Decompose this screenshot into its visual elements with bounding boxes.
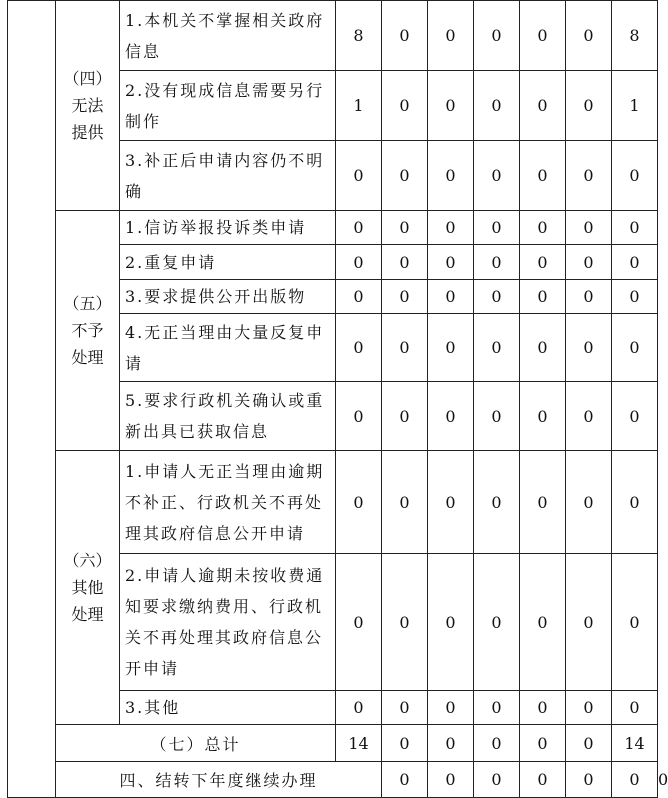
- value-cell: 0: [566, 314, 612, 382]
- value-cell: 0: [382, 451, 428, 554]
- value-cell: 0: [382, 211, 428, 245]
- row-label: 3.补正后申请内容仍不明确: [120, 141, 336, 211]
- row-label: 5.要求行政机关确认或重新出具已获取信息: [120, 382, 336, 451]
- value-cell: 0: [474, 211, 520, 245]
- value-cell: 0: [428, 245, 474, 280]
- value-cell: 0: [566, 71, 612, 141]
- value-cell: 0: [566, 451, 612, 554]
- value-cell: 0: [428, 762, 474, 798]
- row-label: 1.本机关不掌握相关政府信息: [120, 1, 336, 71]
- value-cell: 1: [336, 71, 382, 141]
- value-cell: 0: [612, 211, 658, 245]
- value-cell: 0: [566, 280, 612, 314]
- value-cell: 0: [382, 691, 428, 725]
- category-label: 处理: [71, 348, 104, 367]
- value-cell: 0: [474, 141, 520, 211]
- value-cell: 0: [428, 71, 474, 141]
- value-cell: 0: [336, 691, 382, 725]
- value-cell: 0: [520, 314, 566, 382]
- value-cell: 0: [612, 314, 658, 382]
- category-label: （六）: [63, 551, 112, 570]
- value-cell: 0: [474, 554, 520, 691]
- value-cell: 0: [612, 762, 658, 798]
- value-cell: 0: [336, 554, 382, 691]
- outer-blank-cell: [8, 1, 56, 798]
- value-cell: 0: [474, 762, 520, 798]
- value-cell: 0: [428, 280, 474, 314]
- value-cell: 0: [566, 554, 612, 691]
- value-cell: 0: [520, 141, 566, 211]
- total-row: [8, 725, 658, 762]
- value-cell: 0: [520, 382, 566, 451]
- value-cell: 8: [336, 1, 382, 71]
- value-cell: 0: [336, 451, 382, 554]
- value-cell: 0: [428, 451, 474, 554]
- value-cell: 0: [520, 211, 566, 245]
- value-cell: 0: [612, 554, 658, 691]
- value-cell: 0: [520, 554, 566, 691]
- value-cell: 0: [428, 1, 474, 71]
- value-cell: 0: [520, 71, 566, 141]
- value-cell: 0: [566, 141, 612, 211]
- value-cell: 0: [428, 554, 474, 691]
- value-cell: 0: [336, 382, 382, 451]
- value-cell: 0: [382, 280, 428, 314]
- value-cell: 0: [520, 762, 566, 798]
- value-cell: 0: [566, 691, 612, 725]
- value-cell: 0: [474, 280, 520, 314]
- value-cell: 0: [382, 762, 428, 798]
- category-cell: [56, 211, 120, 451]
- value-cell: 0: [612, 691, 658, 725]
- value-cell: 0: [520, 725, 566, 762]
- value-cell: 1: [612, 71, 658, 141]
- value-cell: 14: [336, 725, 382, 762]
- value-cell: 0: [336, 314, 382, 382]
- carryover-row: 四、结转下年度继续办理 0 0 0 0 0 0 0: [8, 762, 658, 798]
- value-cell: 8: [612, 1, 658, 71]
- value-cell: 14: [612, 725, 658, 762]
- value-cell: 0: [336, 245, 382, 280]
- value-cell: 0: [474, 451, 520, 554]
- value-cell: 0: [612, 451, 658, 554]
- row-label: 3.要求提供公开出版物: [120, 280, 336, 314]
- category-label: （四）: [63, 69, 112, 88]
- value-cell: 0: [566, 382, 612, 451]
- value-cell: 0: [612, 141, 658, 211]
- value-cell: 0: [428, 691, 474, 725]
- value-cell: 0: [382, 554, 428, 691]
- value-cell: 0: [566, 245, 612, 280]
- row-label: 2.没有现成信息需要另行制作: [120, 71, 336, 141]
- value-cell: 0: [474, 725, 520, 762]
- value-cell: 0: [566, 211, 612, 245]
- row-label: 2.申请人逾期未按收费通知要求缴纳费用、行政机关不再处理其政府信息公开申请: [120, 554, 336, 691]
- category-label: 其他: [71, 578, 104, 597]
- value-cell: 0: [474, 1, 520, 71]
- value-cell: 0: [612, 245, 658, 280]
- category-label: 提供: [71, 123, 104, 142]
- value-cell: 0: [520, 691, 566, 725]
- value-cell: 0: [382, 382, 428, 451]
- value-cell: 0: [474, 245, 520, 280]
- value-cell: 0: [474, 382, 520, 451]
- value-cell: 0: [336, 280, 382, 314]
- statistics-table: [7, 0, 668, 798]
- carryover-label: 四、结转下年度继续办理: [56, 762, 382, 798]
- value-cell: 0: [382, 1, 428, 71]
- total-label: （七）总计: [56, 725, 336, 762]
- value-cell: 0: [520, 1, 566, 71]
- row-label: 2.重复申请: [120, 245, 336, 280]
- table-row: [8, 451, 658, 554]
- value-cell: 0: [520, 245, 566, 280]
- category-label: （五）: [63, 294, 112, 313]
- row-label: 1.信访举报投诉类申请: [120, 211, 336, 245]
- value-cell: 0: [336, 141, 382, 211]
- value-cell: 0: [428, 141, 474, 211]
- category-cell: [56, 451, 120, 725]
- value-cell: 0: [428, 211, 474, 245]
- category-cell: [56, 1, 120, 211]
- value-cell: 0: [566, 1, 612, 71]
- value-cell: 0: [566, 762, 612, 798]
- row-label: 4.无正当理由大量反复申请: [120, 314, 336, 382]
- value-cell: 0: [520, 451, 566, 554]
- row-label: 1.申请人无正当理由逾期不补正、行政机关不再处理其政府信息公开申请: [120, 451, 336, 554]
- category-label: 无法: [71, 96, 104, 115]
- value-cell: 0: [382, 314, 428, 382]
- value-cell: 0: [382, 245, 428, 280]
- value-cell: 0: [520, 280, 566, 314]
- value-cell: 0: [474, 691, 520, 725]
- value-cell: 0: [382, 71, 428, 141]
- value-cell: 0: [474, 314, 520, 382]
- value-cell: 0: [336, 211, 382, 245]
- value-cell: 0: [382, 725, 428, 762]
- value-cell: 0: [612, 280, 658, 314]
- table-row: [8, 211, 658, 245]
- value-cell: 0: [382, 141, 428, 211]
- table-row: [8, 1, 658, 71]
- value-cell: 0: [612, 382, 658, 451]
- category-label: 处理: [71, 605, 104, 624]
- value-cell: 0: [474, 71, 520, 141]
- value-cell: 0: [428, 382, 474, 451]
- row-label: 3.其他: [120, 691, 336, 725]
- category-label: 不予: [71, 321, 104, 340]
- value-cell: 0: [428, 314, 474, 382]
- value-cell: 0: [428, 725, 474, 762]
- value-cell: 0: [566, 725, 612, 762]
